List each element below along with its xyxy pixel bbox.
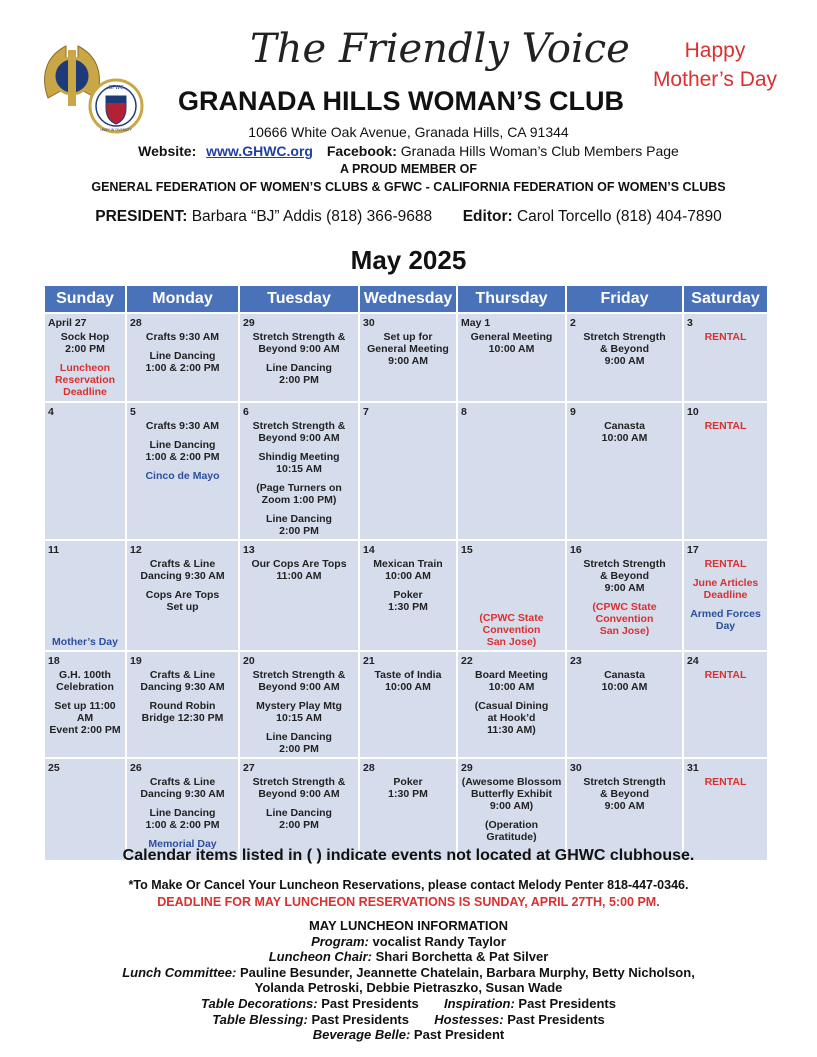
calendar-day-cell [683,651,768,758]
calendar-event: Stretch Strength & Beyond 9:00 AM [583,331,666,367]
day-number: 4 [48,406,54,418]
calendar-day-cell [566,758,683,861]
day-number: 15 [461,544,473,556]
day-number: April 27 [48,317,87,329]
calendar-day-cell [359,313,457,402]
calendar-event: (Page Turners on Zoom 1:00 PM) [256,482,342,506]
calendar-event: General Meeting 10:00 AM [470,331,553,355]
day-number: 7 [363,406,369,418]
calendar-day-cell [239,651,359,758]
beverage-value: Past President [413,1027,505,1043]
day-number: 24 [687,655,699,667]
calendar-event: Line Dancing 2:00 PM [266,731,332,755]
weekday-header-row [44,285,768,313]
calendar-event: Line Dancing 1:00 & 2:00 PM [145,350,220,374]
calendar-event: Set up for General Meeting 9:00 AM [367,331,449,367]
calendar-event: June Articles Deadline [692,577,759,601]
day-number: 19 [130,655,142,667]
weekday-header: Tuesday [239,285,359,313]
day-number: 2 [570,317,576,329]
decorations-line [0,996,817,1012]
calendar-event: Stretch Strength & Beyond 9:00 AM [252,420,346,444]
facebook-page: Granada Hills Woman’s Club Members Page [400,143,679,159]
calendar-event: Poker 1:30 PM [388,776,428,800]
newsletter-title: The Friendly Voice [250,26,630,72]
calendar-event: Round Robin Bridge 12:30 PM [141,700,224,724]
calendar-event: Stretch Strength & Beyond 9:00 AM [583,558,666,594]
day-number: 9 [570,406,576,418]
calendar-day-cell [683,402,768,540]
calendar-event: Shindig Meeting 10:15 AM [258,451,340,475]
calendar-day-cell [457,758,566,861]
weekday-header: Friday [566,285,683,313]
calendar-event: Line Dancing 2:00 PM [266,362,332,386]
day-number: 8 [461,406,467,418]
hostesses-value: Past Presidents [507,1011,605,1027]
calendar-event: G.H. 100th Celebration [56,669,114,693]
calendar-day-cell [566,402,683,540]
calendar-event: Memorial Day [148,838,217,850]
day-number: 28 [130,317,142,329]
committee-line [0,965,817,981]
calendar-event: Cops Are Tops Set up [145,589,220,613]
day-number: 17 [687,544,699,556]
day-number: 27 [243,762,255,774]
calendar-event: Crafts 9:30 AM [145,420,220,432]
calendar-event: Armed Forces Day [690,608,761,632]
svg-text:UNITY IN DIVERSITY: UNITY IN DIVERSITY [100,128,132,132]
beverage-label: Beverage Belle: [312,1027,411,1043]
calendar-event: RENTAL [704,558,747,570]
calendar-event: Stretch Strength & Beyond 9:00 AM [252,669,346,693]
calendar-day-cell [126,402,239,540]
program-label: Program: [311,933,369,949]
day-number: 22 [461,655,473,667]
weekday-header: Monday [126,285,239,313]
committee-value-2: Yolanda Petroski, Debbie Pietraszko, Susan Wade [254,980,563,996]
day-number: 11 [48,544,60,556]
calendar-event: (Operation Gratitude) [484,819,539,843]
calendar-week-row [44,651,768,758]
calendar-day-cell [239,313,359,402]
weekday-header: Wednesday [359,285,457,313]
calendar-day-cell [44,651,126,758]
calendar-day-cell [566,651,683,758]
program-line [0,934,817,950]
calendar-event: Crafts & Line Dancing 9:30 AM [140,558,225,582]
day-number: 29 [243,317,255,329]
editor-label: Editor: [462,208,513,225]
calendar-event: Stretch Strength & Beyond 9:00 AM [252,776,346,800]
blessing-line [0,1012,817,1028]
facebook-label: Facebook: [326,143,397,159]
day-number: 18 [48,655,60,667]
calendar-day-cell [457,402,566,540]
calendar-day-cell [457,313,566,402]
calendar-day-cell [359,758,457,861]
calendar-event: Stretch Strength & Beyond 9:00 AM [252,331,346,355]
calendar-day-cell [126,758,239,861]
calendar-week-row [44,758,768,861]
day-number: 12 [130,544,142,556]
calendar-event: RENTAL [704,669,747,681]
calendar-event: RENTAL [704,420,747,432]
decorations-value: Past Presidents [321,995,419,1011]
calendar-week-row [44,540,768,651]
blessing-value: Past Presidents [311,1011,409,1027]
mothers-day-line1: Happy [684,39,746,62]
club-name: GRANADA HILLS WOMAN’S CLUB [178,86,624,116]
calendar-event-note: Mother’s Day [52,636,118,648]
decorations-label: Table Decorations: [201,995,318,1011]
contact-line [0,143,817,159]
calendar-day-cell [44,540,126,651]
calendar-event: (CPWC State Convention San Jose) [592,601,657,637]
calendar-event: Canasta 10:00 AM [601,420,648,444]
chair-value: Shari Borchetta & Pat Silver [375,949,549,965]
svg-text:GFWC: GFWC [108,85,124,91]
luncheon-heading: MAY LUNCHEON INFORMATION [308,918,509,933]
club-logo [36,36,148,136]
federation-line: GENERAL FEDERATION OF WOMEN’S CLUBS & GFWC - CALIFORNIA FEDERATION OF WOMEN’S CLUBS [91,180,726,194]
calendar-event: Stretch Strength & Beyond 9:00 AM [583,776,666,812]
weekday-header: Sunday [44,285,126,313]
calendar-day-cell [683,313,768,402]
website-link[interactable]: www.GHWC.org [206,143,313,159]
calendar-event: Set up 11:00 AM Event 2:00 PM [49,700,121,736]
program-value: vocalist Randy Taylor [372,933,506,949]
day-number: 3 [687,317,693,329]
day-number: 30 [363,317,375,329]
calendar-event: Crafts & Line Dancing 9:30 AM [140,669,225,693]
calendar-day-cell [44,758,126,861]
calendar-event: Line Dancing 2:00 PM [266,807,332,831]
inspiration-value: Past Presidents [518,995,616,1011]
calendar-event: RENTAL [704,331,747,343]
president-label: PRESIDENT: [95,208,188,225]
mothers-day-greeting [640,36,790,94]
weekday-header: Thursday [457,285,566,313]
committee-value-1: Pauline Besunder, Jeannette Chatelain, Barbara Murphy, Betty Nicholson, [239,964,695,980]
location-note: Calendar items listed in ( ) indicate events not located at GHWC clubhouse. [122,847,695,864]
day-number: 21 [363,655,375,667]
proud-member-line: A PROUD MEMBER OF [339,162,478,176]
calendar-month-title: May 2025 [350,245,467,275]
calendar-event: Canasta 10:00 AM [601,669,648,693]
day-number: 5 [130,406,136,418]
editor-name: Carol Torcello (818) 404-7890 [516,208,722,225]
calendar-event: Line Dancing 2:00 PM [266,513,332,537]
website-label: Website: [138,143,197,159]
reservation-note: *To Make Or Cancel Your Luncheon Reservations, please contact Melody Penter 818-447-0346. [128,878,689,892]
day-number: 10 [687,406,699,418]
calendar-day-cell [683,758,768,861]
day-number: 20 [243,655,255,667]
calendar-event: Luncheon Reservation Deadline [54,362,116,398]
calendar-week-row [44,313,768,402]
day-number: 14 [363,544,375,556]
calendar-day-cell [126,313,239,402]
day-number: 28 [363,762,375,774]
calendar-event-note: (CPWC State Convention San Jose) [479,612,544,648]
calendar-day-cell [126,540,239,651]
day-number: 23 [570,655,582,667]
calendar-event: Line Dancing 1:00 & 2:00 PM [145,439,220,463]
calendar-event: RENTAL [704,776,747,788]
hostesses-label: Hostesses: [434,1011,504,1027]
calendar-day-cell [457,540,566,651]
calendar-event: Mexican Train 10:00 AM [373,558,443,582]
day-number: 6 [243,406,249,418]
calendar-day-cell [457,651,566,758]
inspiration-label: Inspiration: [444,995,515,1011]
calendar-day-cell [566,540,683,651]
deadline-note: DEADLINE FOR MAY LUNCHEON RESERVATIONS IS SUNDAY, APRIL 27TH, 5:00 PM. [157,895,660,909]
day-number: 25 [48,762,60,774]
calendar-day-cell [359,402,457,540]
chair-line [0,949,817,965]
calendar-week-row [44,402,768,540]
calendar-event: Mystery Play Mtg 10:15 AM [256,700,342,724]
calendar-day-cell [239,758,359,861]
calendar-event: Our Cops Are Tops 11:00 AM [251,558,347,582]
calendar-day-cell [359,651,457,758]
calendar-day-cell [239,402,359,540]
calendar-event: Board Meeting 10:00 AM [475,669,548,693]
day-number: 29 [461,762,473,774]
calendar-day-cell [683,540,768,651]
day-number: 26 [130,762,142,774]
calendar-event: Sock Hop 2:00 PM [60,331,110,355]
event-calendar [43,284,769,862]
calendar-event: (Awesome Blossom Butterfly Exhibit 9:00 AM) [461,776,562,812]
day-number: May 1 [461,317,491,329]
calendar-event: Crafts 9:30 AM [145,331,220,343]
club-address: 10666 White Oak Avenue, Granada Hills, CA 91344 [248,124,569,140]
calendar-day-cell [44,402,126,540]
committee-label: Lunch Committee: [122,964,237,980]
calendar-event: Poker 1:30 PM [388,589,428,613]
president-name: Barbara “BJ” Addis (818) 366-9688 [191,208,433,225]
beverage-line [0,1027,817,1043]
day-number: 30 [570,762,582,774]
chair-label: Luncheon Chair: [268,949,372,965]
weekday-header: Saturday [683,285,768,313]
calendar-event: Taste of India 10:00 AM [374,669,442,693]
calendar-event: Cinco de Mayo [145,470,220,482]
calendar-event: Line Dancing 1:00 & 2:00 PM [145,807,220,831]
calendar-day-cell [239,540,359,651]
calendar-event: Crafts & Line Dancing 9:30 AM [140,776,225,800]
officers-line [0,208,817,226]
day-number: 31 [687,762,699,774]
calendar-day-cell [126,651,239,758]
calendar-day-cell [359,540,457,651]
mothers-day-line2: Mother’s Day [652,68,778,91]
blessing-label: Table Blessing: [212,1011,308,1027]
calendar-event: (Casual Dining at Hook’d 11:30 AM) [474,700,549,736]
luncheon-info [0,918,817,1043]
calendar-day-cell [566,313,683,402]
calendar-day-cell [44,313,126,402]
day-number: 16 [570,544,582,556]
day-number: 13 [243,544,255,556]
